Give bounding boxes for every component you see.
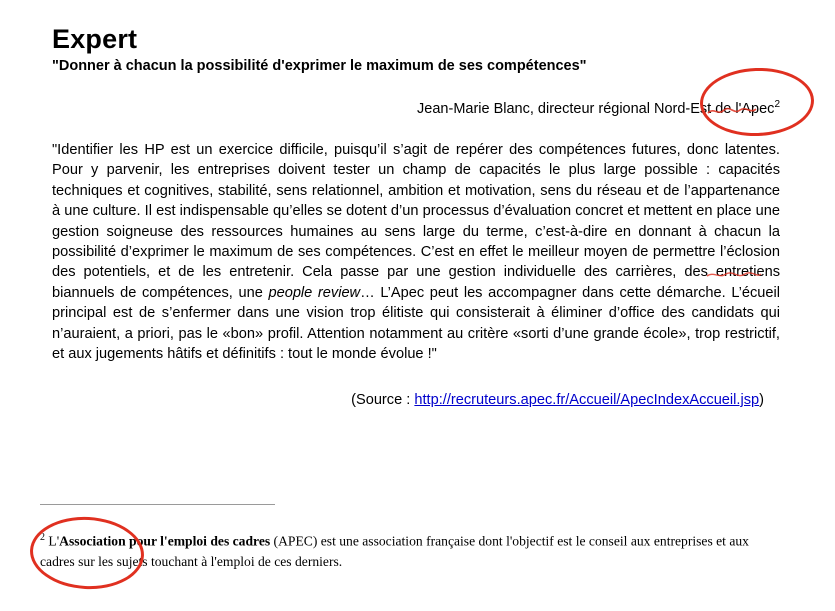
source-line — [52, 392, 764, 408]
article-subtitle: "Donner à chacun la possibilité d'exprimer le maximum de ses compétences" — [52, 58, 587, 74]
article-byline — [52, 99, 780, 117]
article-body — [52, 140, 780, 364]
footnote-bold-term: Association pour l'emploi des cadres — [59, 533, 271, 549]
source-label: (Source : — [351, 392, 415, 408]
source-link[interactable]: http://recruteurs.apec.fr/Accueil/ApecIndexAccueil.jsp — [414, 392, 760, 408]
body-italic-term: people review — [268, 284, 361, 301]
page-title: Expert — [52, 24, 138, 55]
body-paragraph-part2: … L’Apec peut les accompagner dans cette démarche. L’écueil principal est de s’enfermer dans une vision trop élitiste qui consisterait à éliminer d’office des candidats qui n’auraient, a priori, pas le «bon» profil. Attention notamment au critère «sorti d’une grande école», trop restrictif, et aux jugements hâtifs et définitifs : tout le monde évolue !" — [52, 284, 781, 363]
footnote-rest: (APEC) est une association française dont l'objectif est le conseil aux entreprises et aux cadres sur les sujets touchant à l'emploi de ces derniers. — [40, 533, 749, 569]
source-close-paren: ) — [759, 392, 764, 408]
footnote-marker: 2 — [40, 532, 45, 543]
footnote-text — [40, 528, 760, 572]
body-paragraph-part1: "Identifier les HP est un exercice difficile, puisqu’il s’agit de repérer des compétences futures, donc latentes. Pour y parvenir, les entreprises doivent tester un champ de capacités le plus large possible : capacités techniques et cognitives, stabilité, sens relationnel, ambition et motivation, sens du réseau et de l’appartenance à une culture. Il est indispensable qu’elles se dotent d’un processus d’évaluation concret et mettent en place une gestion soigneuse des ressources humaines au sens large du terme, c’est-à-dire en donnant à chacun la possibilité d’exprimer le maximum de ses compétences. C’est en effet le meilleur moyen de permettre l’éclosion des potentiels, et de les entretenir. Cela passe par une gestion individuelle des carrières, des entretiens biannuels de compétences, une — [52, 142, 780, 301]
annotation-scribble-body — [705, 268, 763, 282]
footnote-separator — [40, 504, 275, 505]
annotation-scribble-byline — [706, 104, 758, 118]
byline-text: Jean-Marie Blanc, directeur régional Nord-Est de l'Apec — [417, 100, 775, 117]
footnote-lead: L' — [48, 533, 60, 549]
byline-footnote-marker: 2 — [774, 99, 780, 110]
